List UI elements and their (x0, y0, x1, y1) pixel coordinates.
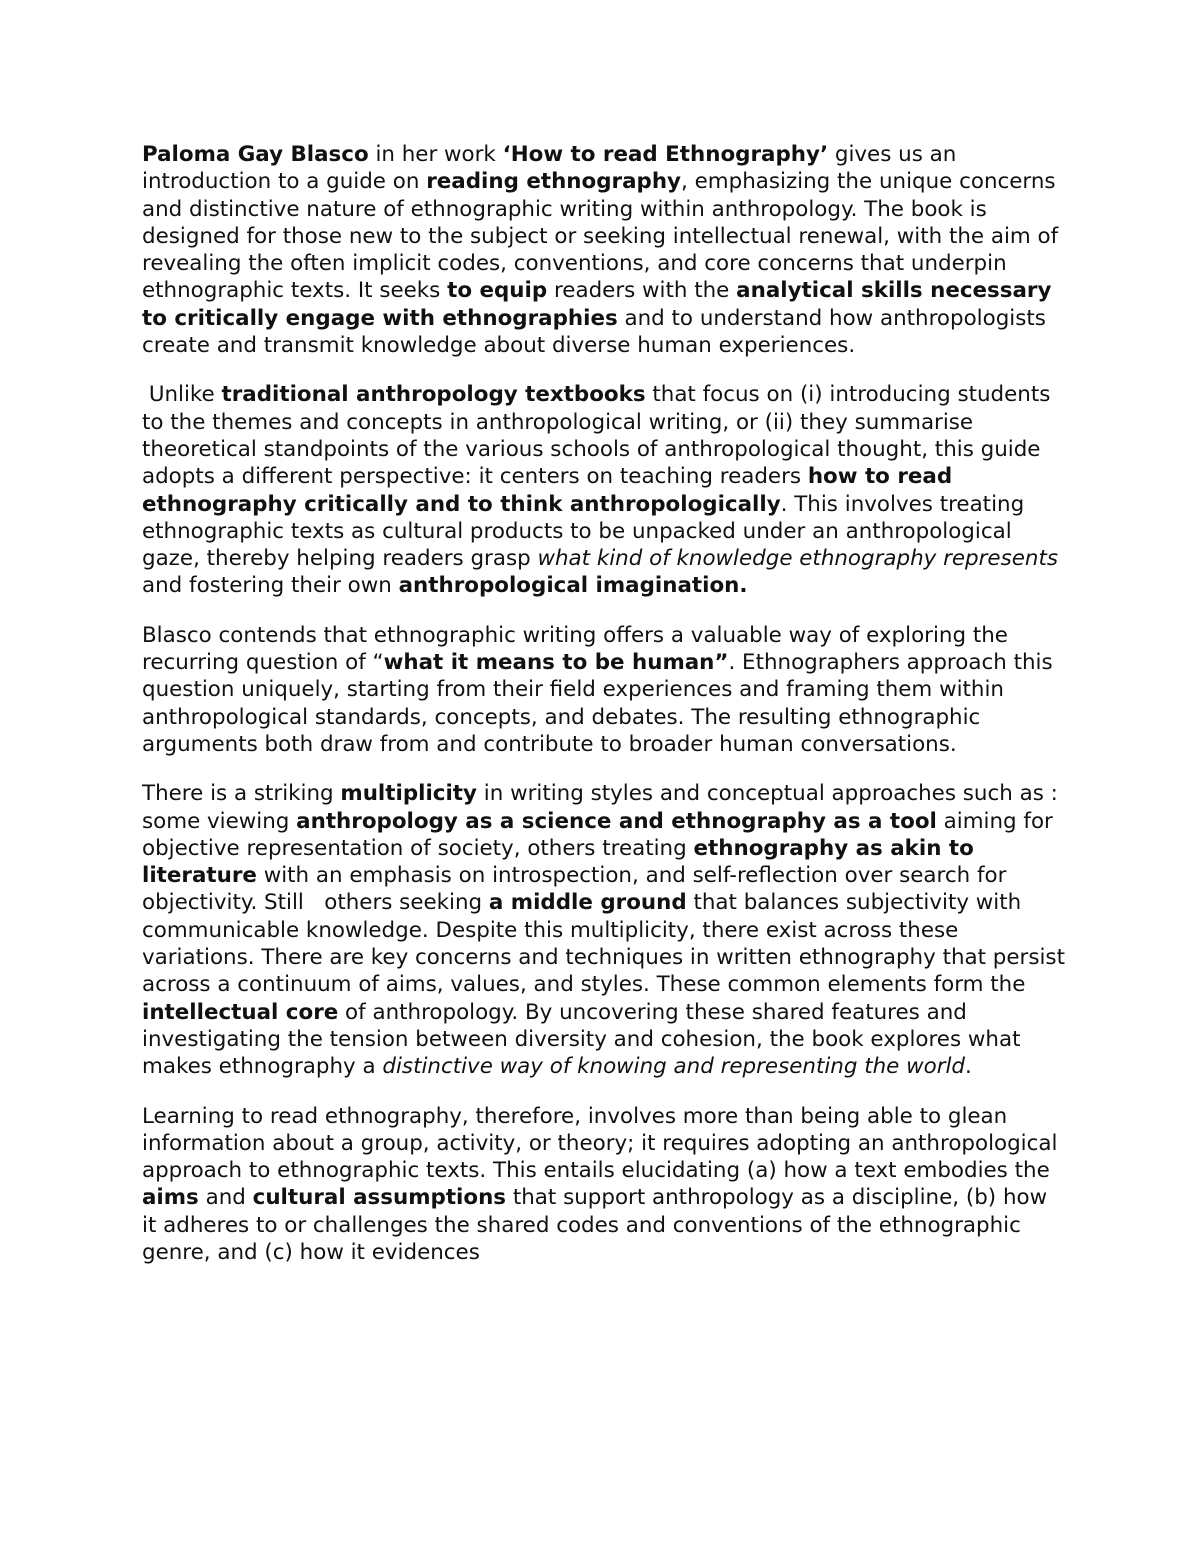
paragraph-5 (142, 1103, 1067, 1267)
text-segment: traditional anthropology textbooks (221, 382, 646, 408)
text-segment: . (965, 1054, 972, 1080)
text-segment: ‘How to read Ethnography’ (502, 142, 829, 167)
text-segment: that balances subjectivity with communicable knowledge. Despite this multiplicity, there exist across these variations. There are key concerns and techniques in written ethnography that persist across a continuum of aims, values, and styles. These common elements form the (142, 890, 1072, 998)
text-segment: a middle ground (488, 890, 687, 916)
text-segment: ethnography as akin to literature (142, 835, 982, 889)
text-segment: in writing styles and conceptual approaches such as : some viewing (142, 781, 1065, 834)
text-segment: Paloma Gay Blasco (142, 142, 369, 167)
text-segment: aiming for objective representation of society, others treating (142, 808, 1060, 861)
text-segment: with an emphasis on introspection, and self-reflection over search for objectivity. Still others seeking (142, 863, 1014, 916)
text-segment: in her work (368, 142, 503, 167)
paragraph-4 (142, 780, 1072, 1080)
paragraph-3 (142, 622, 1067, 758)
paragraph-2 (142, 381, 1067, 599)
text-segment: that support anthropology as a discipline, (b) how it adheres to or challenges the shared codes and conventions of the ethnographic genre, and (c) how it evidences (142, 1185, 1054, 1265)
text-segment: There is a striking (142, 781, 341, 807)
text-segment: what it means to be human” (383, 650, 729, 676)
text-segment: that focus on (i) introducing students to the themes and concepts in anthropological writing, or (ii) they summarise theoretical standpoints of the various schools of anthropological thought, this guide adopts a different perspective: it centers on teaching readers (142, 382, 1058, 490)
paragraph-1 (142, 141, 1067, 359)
text-segment: what kind of knowledge ethnography represents (537, 546, 1058, 572)
text-segment: cultural assumptions (252, 1185, 507, 1211)
text-segment: reading ethnography (426, 169, 682, 195)
text-segment: readers with the (547, 278, 737, 304)
text-segment: aims (142, 1185, 199, 1211)
text-segment: how to read ethnography critically and to think anthropologically (142, 464, 960, 517)
text-segment: . This involves treating ethnographic texts as cultural products to be unpacked under an anthropological gaze, thereby helping readers grasp (142, 491, 1031, 572)
text-segment: and to understand how anthropologists create and transmit knowledge about diverse human experiences. (142, 305, 1053, 359)
text-segment: , emphasizing the unique concerns and distinctive nature of ethnographic writing within anthropology. The book is designed for those new to the subject or seeking intellectual renewal, with the aim of revealing the often implicit codes, conventions, and core concerns that underpin ethnographic texts. It seeks (142, 169, 1065, 304)
text-segment: multiplicity (340, 781, 477, 807)
text-segment: anthropology as a science and ethnography as a tool (296, 808, 937, 834)
text-segment: Blasco contends that ethnographic writing offers a valuable way of exploring the recurring question of “ (142, 622, 1015, 676)
text-segment: to equip (447, 278, 548, 304)
text-segment: Unlike (142, 382, 222, 408)
text-segment: and fostering their own (142, 546, 1065, 599)
text-segment: distinctive way of knowing and representing the world (382, 1054, 966, 1080)
text-segment: . Ethnographers approach this question uniquely, starting from their field experiences and framing them within anthropological standards, concepts, and debates. The resulting ethnographic arguments both draw from and contribute to broader human conversations. (142, 650, 1060, 757)
text-segment: analytical skills necessary to critically engage with ethnographies (142, 278, 1059, 331)
text-segment: anthropological imagination. (398, 573, 748, 599)
text-segment: gives us an introduction to a guide on (142, 142, 964, 195)
document-page (142, 141, 1072, 1288)
text-segment: Learning to read ethnography, therefore, involves more than being able to glean information about a group, activity, or theory; it requires adopting an anthropological approach to ethnographic texts. This entails elucidating (a) how a text embodies the (142, 1103, 1065, 1184)
text-segment: and (198, 1185, 253, 1211)
text-segment: intellectual core (142, 999, 339, 1025)
text-segment: of anthropology. By uncovering these shared features and investigating the tension between diversity and cohesion, the book explores what makes ethnography a (142, 999, 1028, 1080)
